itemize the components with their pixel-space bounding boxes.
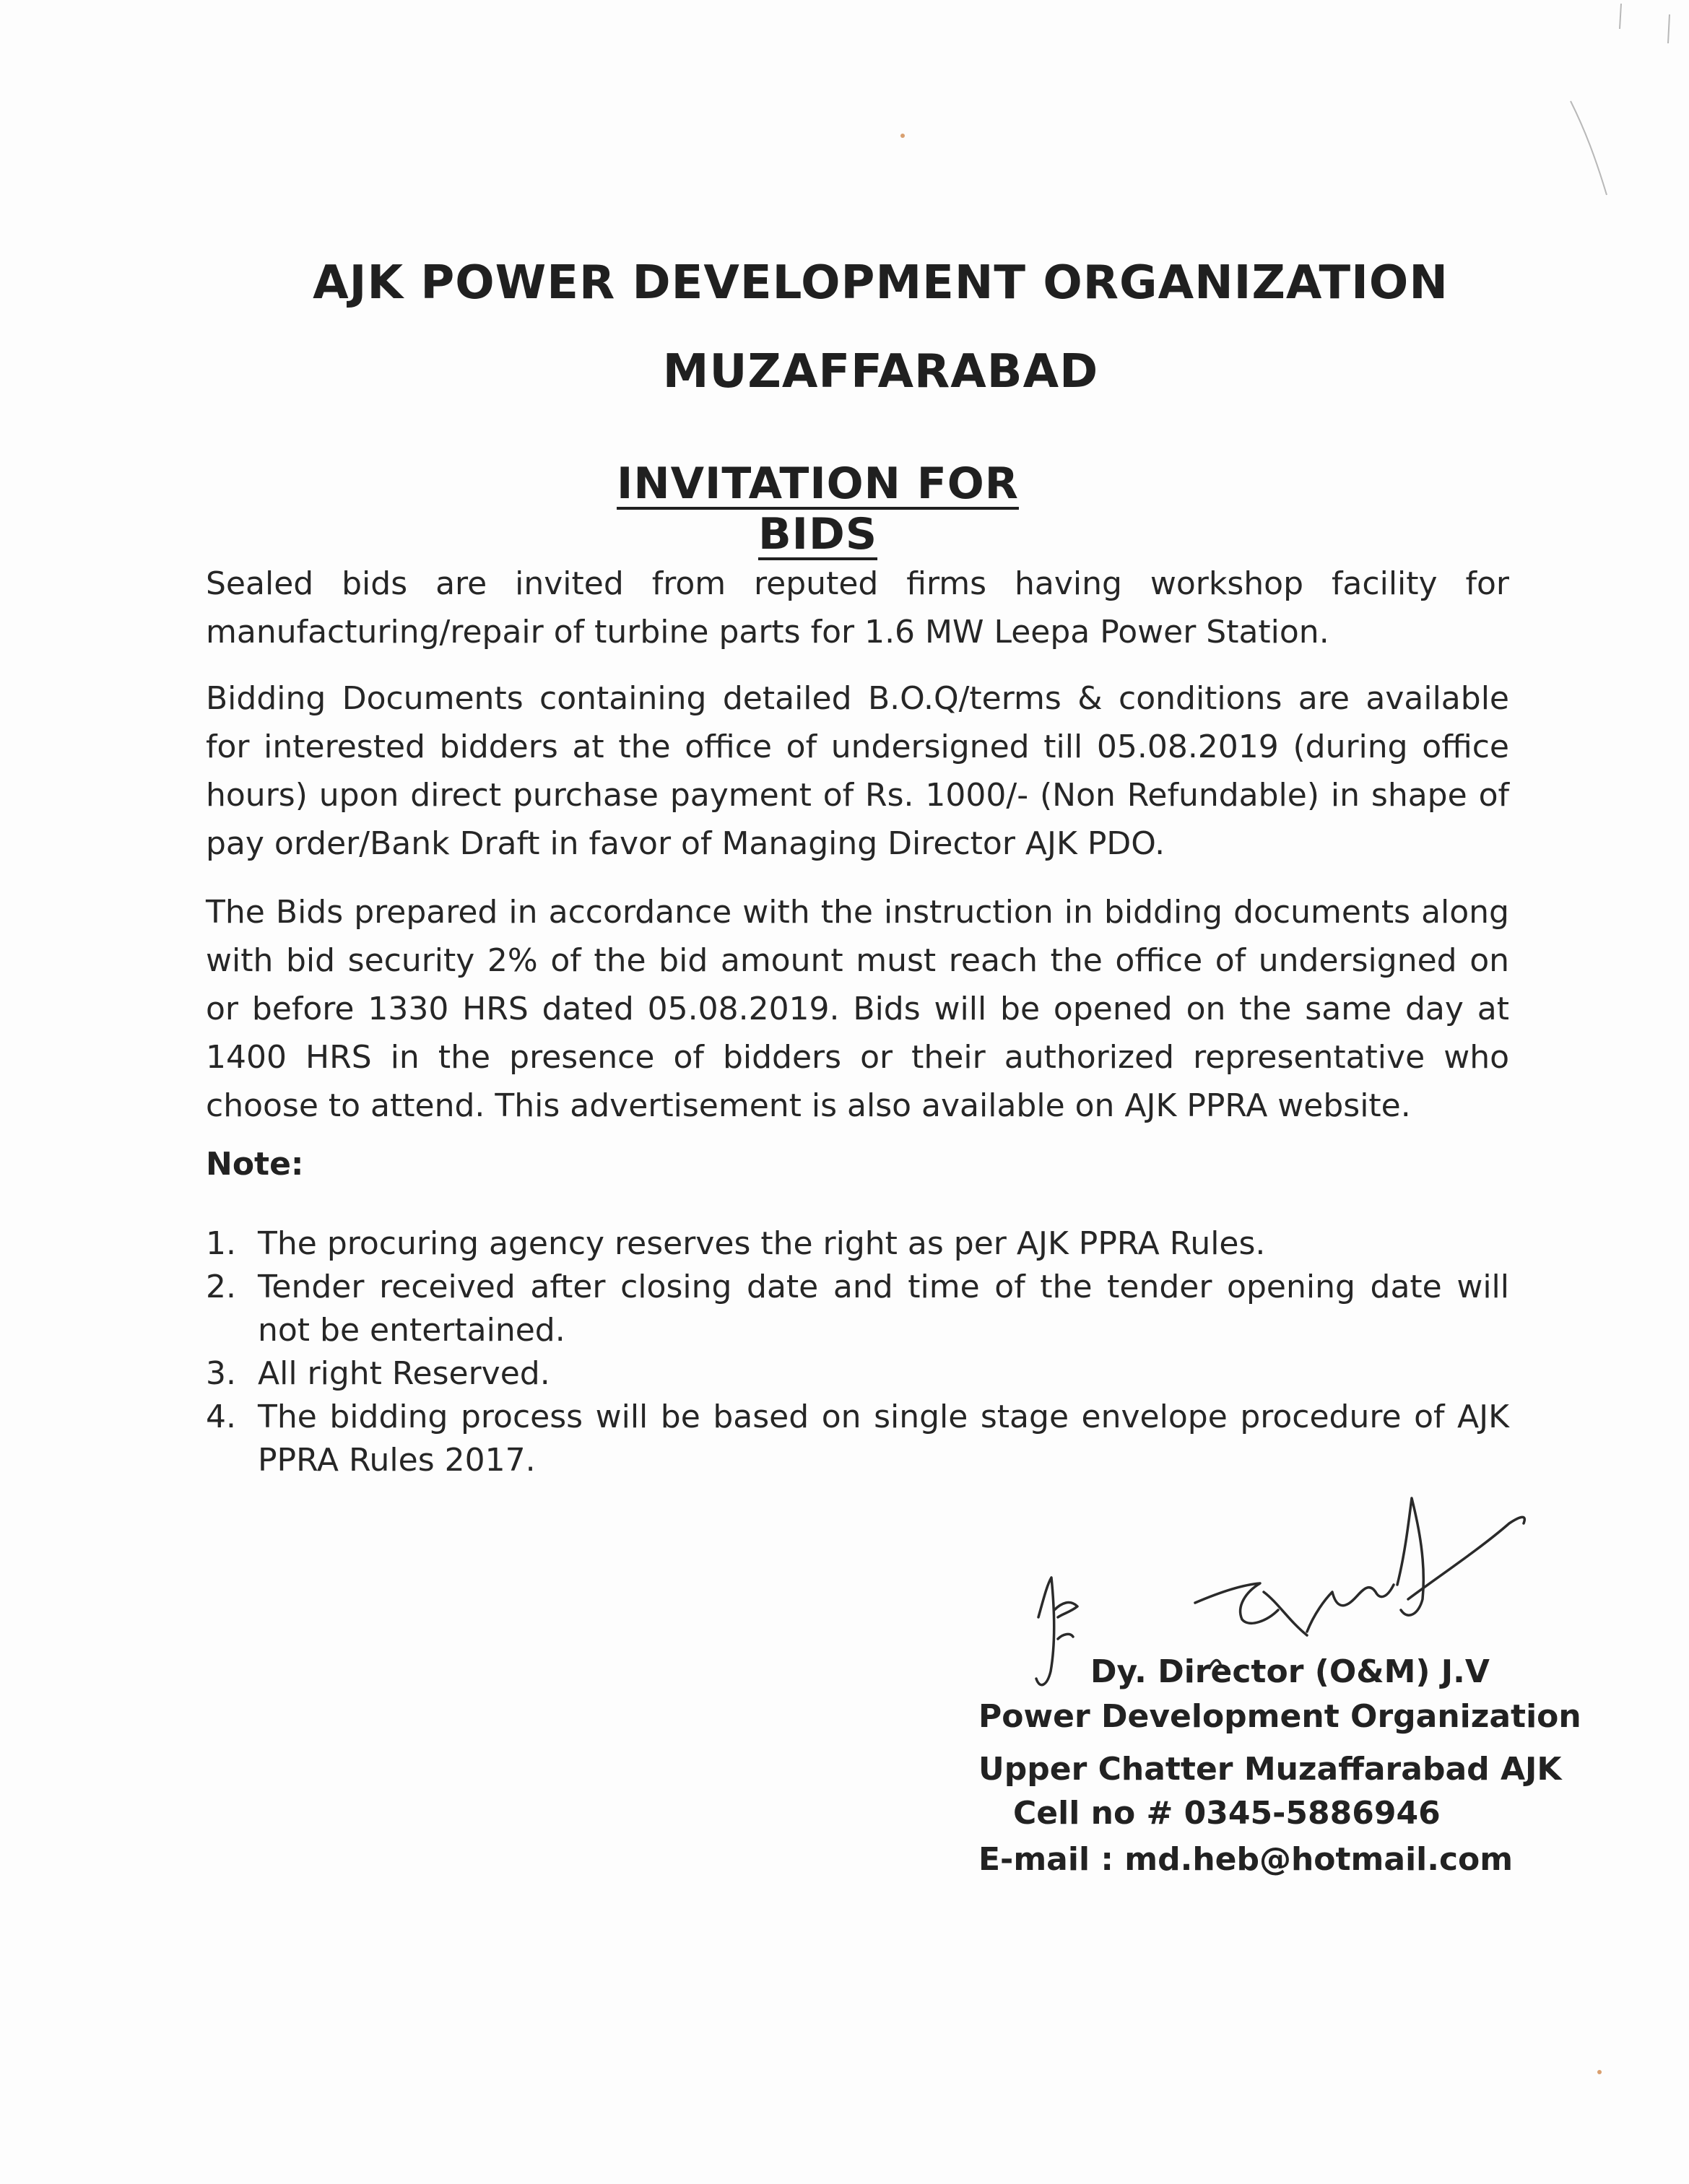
organization-heading: AJK POWER DEVELOPMENT ORGANIZATION bbox=[313, 256, 1449, 310]
note-number: 4. bbox=[206, 1398, 236, 1435]
city-heading: MUZAFFARABAD bbox=[662, 345, 1099, 399]
documents-paragraph: Bidding Documents containing detailed B.O.Q/terms & conditions are available for interested bidders at the office of undersigned till 05.08.2019 (during office hours) upon direct purchase payment of Rs. 1000/- (Non Refundable) in shape of pay order/Bank Draft in favor of Managing Director AJK PDO. bbox=[206, 680, 1509, 862]
intro-paragraph: Sealed bids are invited from reputed firms having workshop facility for manufacturing/repair of turbine parts for 1.6 MW Leepa Power Station. bbox=[206, 565, 1509, 651]
note-item bbox=[206, 1222, 1509, 1266]
signatory-email: E-mail : md.heb@hotmail.com bbox=[978, 1841, 1514, 1878]
scan-speck bbox=[900, 134, 905, 138]
scan-mark bbox=[1571, 101, 1607, 195]
note-item bbox=[206, 1352, 1509, 1396]
document-title: INVITATION FOR BIDS bbox=[617, 458, 1019, 560]
scan-speck bbox=[1597, 2070, 1602, 2074]
signature-stroke bbox=[1195, 1583, 1278, 1623]
signature-stroke bbox=[1408, 1517, 1524, 1599]
signatory-organization: Power Development Organization bbox=[978, 1698, 1581, 1735]
signatory-phone: Cell no # 0345-5886946 bbox=[1013, 1795, 1441, 1832]
signatory-title: Dy. Director (O&M) J.V bbox=[1090, 1653, 1490, 1690]
signature-stroke bbox=[1264, 1592, 1307, 1635]
signature-stroke bbox=[1307, 1585, 1394, 1632]
note-number: 1. bbox=[206, 1225, 236, 1262]
note-number: 2. bbox=[206, 1269, 236, 1305]
scan-mark bbox=[1668, 14, 1670, 43]
note-number: 3. bbox=[206, 1355, 236, 1392]
signature-stroke bbox=[1058, 1634, 1073, 1639]
signature-stroke bbox=[1036, 1578, 1054, 1685]
note-item bbox=[206, 1396, 1509, 1482]
signatory-address: Upper Chatter Muzaffarabad AJK bbox=[978, 1751, 1562, 1788]
scan-mark bbox=[1620, 4, 1621, 29]
note-item bbox=[206, 1266, 1509, 1352]
notes-list bbox=[206, 1222, 1509, 1482]
note-text: The procuring agency reserves the right as per AJK PPRA Rules. bbox=[258, 1225, 1266, 1262]
note-text: Tender received after closing date and time of the tender opening date will not be entertained. bbox=[258, 1269, 1509, 1349]
submission-paragraph: The Bids prepared in accordance with the instruction in bidding documents along with bid security 2% of the bid amount must reach the office of undersigned on or before 1330 HRS dated 05.08.2019. Bids will be opened on the same day at 1400 HRS in the presence of bidders or their authorized representative who choose to attend. This advertisement is also available on AJK PPRA website. bbox=[206, 894, 1509, 1124]
note-text: The bidding process will be based on single stage envelope procedure of AJK PPRA Rules 2017. bbox=[258, 1398, 1509, 1479]
note-label: Note: bbox=[206, 1146, 304, 1183]
note-text: All right Reserved. bbox=[258, 1355, 550, 1392]
signature-stroke bbox=[1054, 1603, 1077, 1617]
